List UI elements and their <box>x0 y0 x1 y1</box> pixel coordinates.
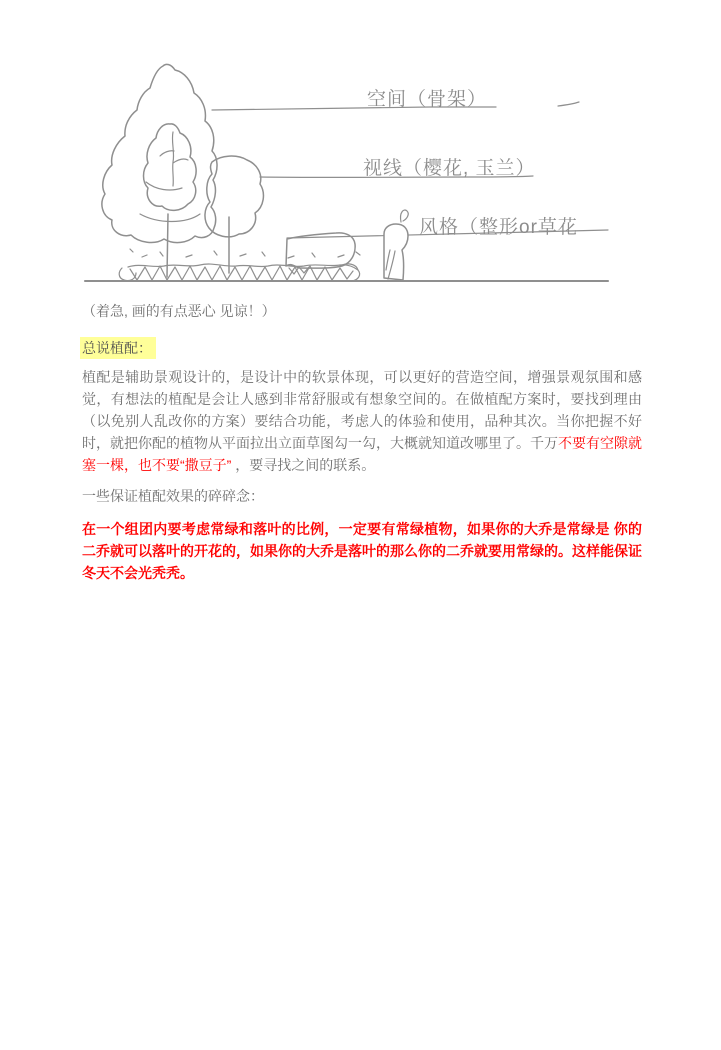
sketch-label-sightline: 视线（樱花, 玉兰） <box>363 158 536 179</box>
intro-paragraph-warning-red: 不要有空隙就塞一棵，也不要“撒豆子” <box>82 435 642 473</box>
sketch-label-style: 风格（整形or草花 <box>419 217 578 238</box>
tree-branch-lines <box>160 132 188 186</box>
planting-design-sketch <box>0 0 721 300</box>
person-hair-curl <box>401 210 409 222</box>
apology-caption: （着急, 画的有点恶心 见谅！） <box>82 303 276 319</box>
hedge-sketch <box>286 233 355 274</box>
soil-dashes <box>130 249 360 258</box>
evergreen-tip-paragraph: 在一个组团内要考虑常绿和落叶的比例，一定要有常绿植物，如果你的大乔是常绿是 你的二乔就可以落叶的开花的，如果你的大乔是落叶的那么你的二乔就要用常绿的。这样能保证冬天不会光秃秃。 <box>82 521 642 581</box>
tree-inner-outline <box>144 124 197 211</box>
tree-side-blob <box>205 156 263 237</box>
notes-subheading: 一些保证植配效果的碎碎念： <box>82 488 264 504</box>
space-leader-line-end <box>558 102 579 106</box>
section-heading-wrap <box>80 337 156 359</box>
tree-trunk-left <box>167 214 168 277</box>
ground-and-grass <box>85 249 608 281</box>
sketch-label-space: 空间（骨架） <box>367 89 488 110</box>
intro-paragraph-tail: ，要寻找之间的联系。 <box>231 457 376 473</box>
intro-paragraph-text: 植配是辅助景观设计的，是设计中的软景体现，可以更好的营造空间，增强景观氛围和感觉，有想法的植配是会让人感到非常舒服或有想象空间的。在做植配方案时，要找到理由（以免别人乱改你的方案）要结合功能，考虑人的体验和使用，品种其次。当你把握不好时，就把你配的植物从平面拉出立面草图勾一勾，大概就知道改哪里了。千万 <box>82 369 642 451</box>
intro-paragraph <box>82 366 642 476</box>
highlighted-heading: 总说植配： <box>80 337 156 359</box>
person-body <box>384 224 408 280</box>
tree-outer-outline <box>102 64 217 242</box>
tree-canopy-sketch <box>102 64 264 277</box>
person-figure-sketch <box>384 210 408 280</box>
